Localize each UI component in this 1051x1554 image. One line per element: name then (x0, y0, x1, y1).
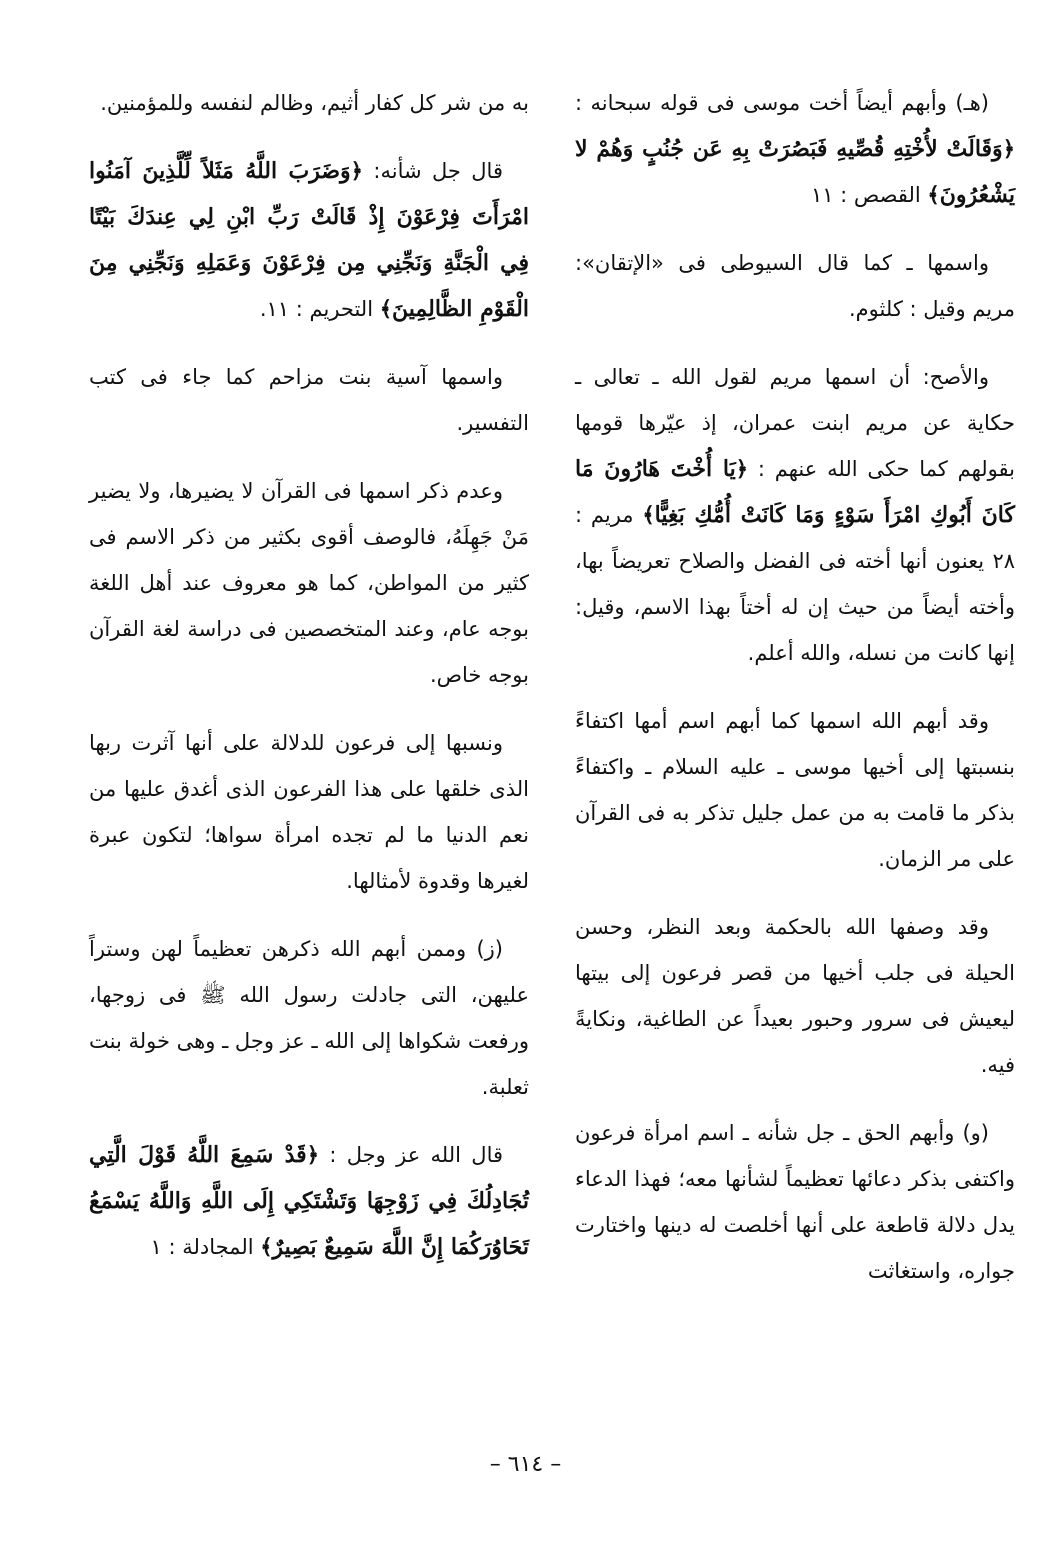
paragraph-text: واسمها آسية بنت مزاحم كما جاء فى كتب التفسير. (89, 365, 529, 435)
paragraph-khawla (89, 926, 529, 1110)
paragraph-text: ونسبها إلى فرعون للدلالة على أنها آثرت ربها الذى خلقها على هذا الفرعون الذى أغدق عليها من نعم الدنيا ما لم تجده امرأة سواها؛ لتكون عبرة لغيرها وقدوة لأمثالها. (89, 731, 529, 893)
paragraph-text: وعدم ذكر اسمها فى القرآن لا يضيرها، ولا يضير مَنْ جَهِلَهُ، فالوصف أقوى بكثير من ذكر الاسم فى كثير من المواطن، كما هو معروف عند أهل اللغة بوجه عام، وعند المتخصصين فى دراسة لغة القرآن بوجه خاص. (89, 479, 529, 687)
paragraph-most-correct (575, 354, 1015, 676)
page-number: – ٦١٤ – (489, 1452, 562, 1477)
paragraph-pharaoh-wife (575, 1110, 1015, 1294)
paragraph-asiya (89, 354, 529, 446)
quran-verse: وَقَالَتْ لأُخْتِهِ قُصِّيهِ فَبَصُرَتْ بِهِ عَن جُنُبٍ وَهُمْ لا يَشْعُرُونَ (575, 136, 1015, 208)
paragraph-name-obscured (575, 698, 1015, 882)
verse-reference: مريم : ٢٨ يعنون أنها أخته فى الفضل والصلاح تعريضاً بها، وأخته أيضاً من حيث إن له أختاً بهذا الاسم، وقيل: إنها كانت من نسله، والله أعلم. (575, 503, 1015, 665)
paragraph-text: (و) وأبهم الحق ـ جل شأنه ـ اسم امرأة فرعون واكتفى بذكر دعائها تعظيماً لشأنها معه؛ فهذا الدعاء يدل دلالة قاطعة على أنها أخلصت له دينها واختارت جواره، واستغاثت (575, 1121, 1015, 1283)
paragraph-her-name (575, 240, 1015, 332)
left-column (89, 80, 529, 1292)
paragraph-text: قال جل شأنه: (362, 159, 503, 183)
verse-close-bracket: ﴾ (927, 182, 940, 207)
verse-open-bracket: ﴿ (1002, 136, 1015, 161)
quran-verse: وَضَرَبَ اللَّهُ مَثَلاً لِّلَّذِينَ آمَنُوا امْرَأَتَ فِرْعَوْنَ إِذْ قَالَتْ رَبِّ ابْنِ لِي عِندَكَ بَيْتًا فِي الْجَنَّةِ وَنَجِّنِي مِن فِرْعَوْنَ وَعَمَلِهِ وَنَجِّنِي مِنَ الْقَوْمِ الظَّالِمِينَ (89, 158, 529, 322)
verse-open-bracket: ﴿ (306, 1142, 320, 1167)
verse-open-bracket: ﴿ (735, 456, 749, 481)
verse-reference: المجادلة : ١ (150, 1235, 261, 1259)
paragraph-text: (ز) وممن أبهم الله ذكرهن تعظيماً لهن وستراً عليهن، التى جادلت رسول الله ﷺ فى زوجها، ورفعت شكواها إلى الله ـ عز وجل ـ وهى خولة بنت ثعلبة. (89, 937, 529, 1099)
paragraph-text: (هـ) وأبهم أيضاً أخت موسى فى قوله سبحانه : (575, 91, 989, 115)
verse-close-bracket: ﴾ (260, 1234, 273, 1259)
right-column (575, 80, 1015, 1316)
paragraph-sister-of-moses (575, 80, 1015, 218)
verse-reference: التحريم : ١١. (259, 297, 380, 321)
paragraph-text: به من شر كل كفار أثيم، وظالم لنفسه وللمؤمنين. (100, 91, 529, 115)
paragraph-wisdom (575, 904, 1015, 1088)
verse-reference: القصص : ١١ (810, 183, 928, 207)
paragraph-tahrim-verse (89, 148, 529, 332)
verse-close-bracket: ﴾ (379, 296, 393, 321)
verse-close-bracket: ﴾ (642, 502, 655, 527)
paragraph-text: وقد أبهم الله اسمها كما أبهم اسم أمها اكتفاءً بنسبتها إلى أخيها موسى ـ عليه السلام ـ واكتفاءً بذكر ما قامت به من عمل جليل تذكر به فى القرآن على مر الزمان. (575, 709, 1015, 871)
paragraph-attribution (89, 720, 529, 904)
quran-verse: يَا أُخْتَ هَارُونَ مَا كَانَ أَبُوكِ امْرَأَ سَوْءٍ وَمَا كَانَتْ أُمُّكِ بَغِيًّا (575, 456, 1015, 528)
verse-open-bracket: ﴿ (350, 158, 363, 183)
paragraph-mujadala-verse (89, 1132, 529, 1270)
paragraph-text: واسمها ـ كما قال السيوطى فى «الإتقان»: مريم وقيل : كلثوم. (575, 251, 1015, 321)
paragraph-continuation (89, 80, 529, 126)
paragraph-text: قال الله عز وجل : (319, 1143, 504, 1167)
paragraph-not-naming (89, 468, 529, 698)
quran-verse: قَدْ سَمِعَ اللَّهُ قَوْلَ الَّتِي تُجَادِلُكَ فِي زَوْجِهَا وَتَشْتَكِي إِلَى اللَّهِ وَاللَّهُ يَسْمَعُ تَحَاوُرَكُمَا إِنَّ اللَّهَ سَمِيعٌ بَصِيرٌ (89, 1142, 529, 1260)
paragraph-text: وقد وصفها الله بالحكمة وبعد النظر، وحسن الحيلة فى جلب أخيها من قصر فرعون إلى بيتها ليعيش فى سرور وحبور بعيداً عن الطاغية، ونكايةً فيه. (575, 915, 1015, 1077)
paragraph-text: والأصح: أن اسمها مريم لقول الله ـ تعالى ـ حكاية عن مريم ابنت عمران، إذ عيّرها قومها بقولهم كما حكى الله عنهم : (575, 365, 1015, 481)
